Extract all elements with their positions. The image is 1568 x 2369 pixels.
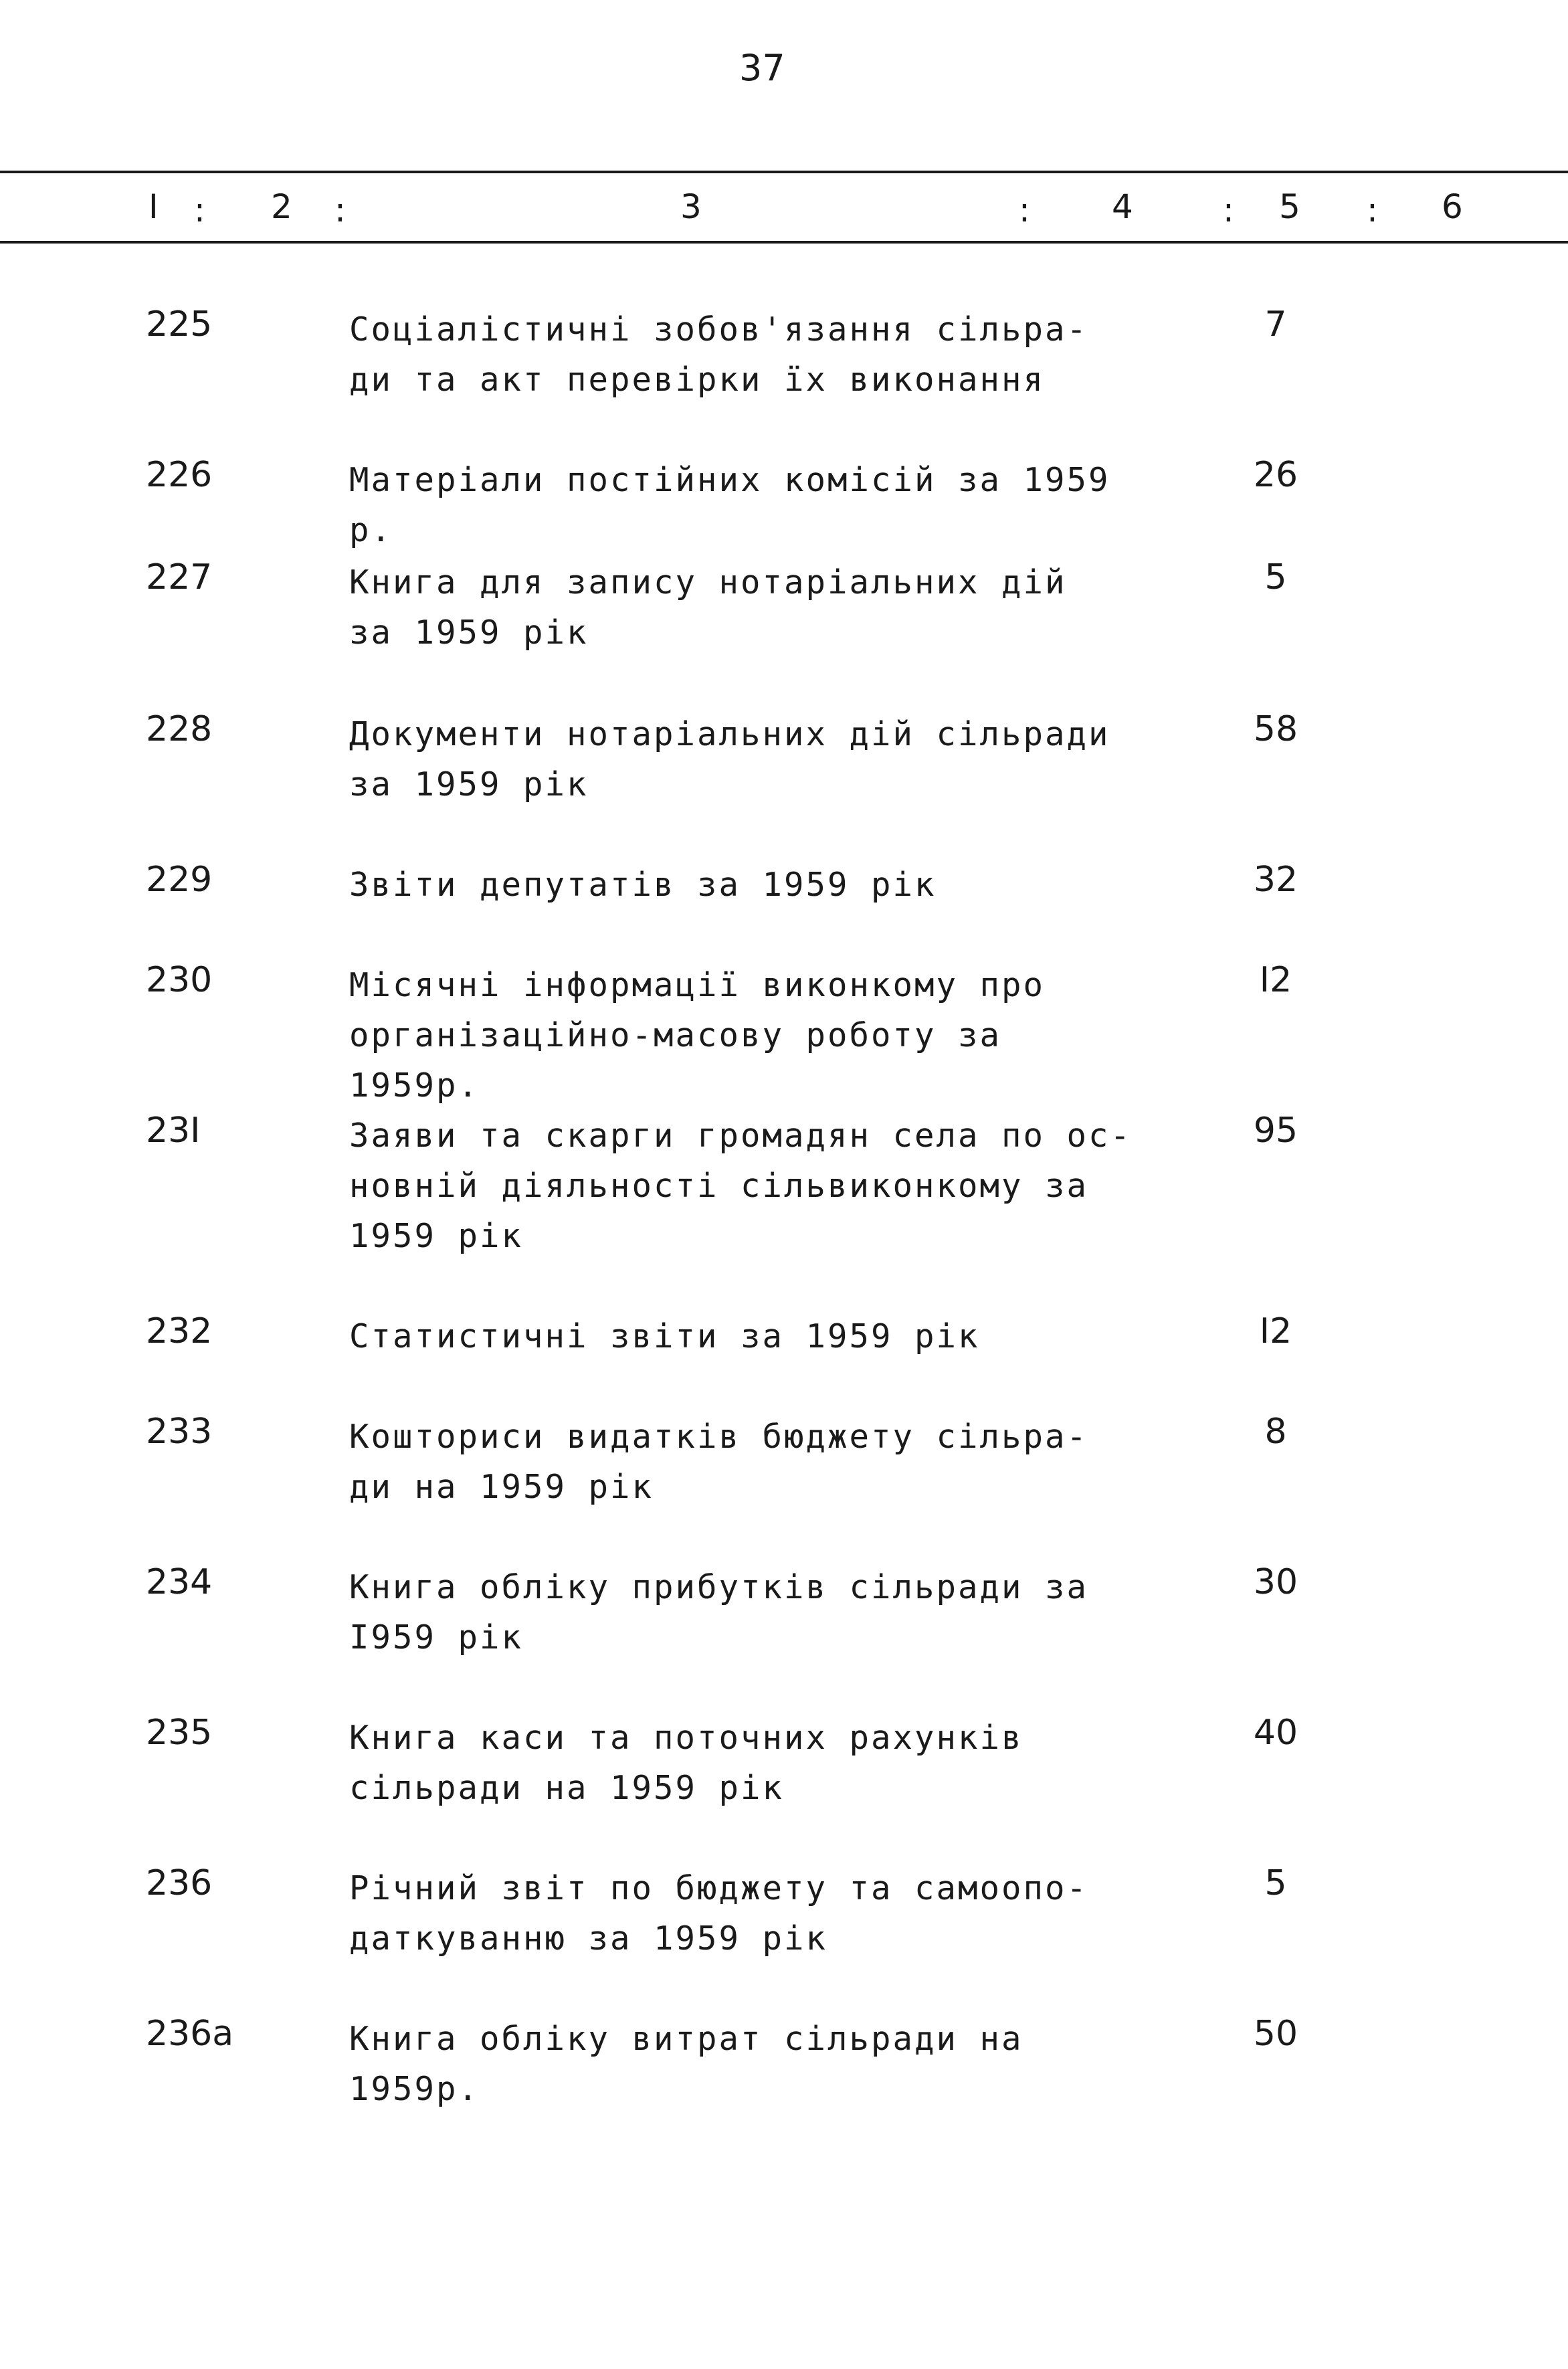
- item-title: Матеріали постійних комісій за 1959 р.: [349, 461, 1110, 549]
- sheet-count: 8: [1264, 1412, 1287, 1452]
- item-number: 232: [146, 1311, 213, 1351]
- item-title: Документи нотаріальних дій сільради за 1959 рік: [349, 715, 1110, 803]
- sheet-count: 30: [1253, 1562, 1298, 1602]
- item-title: Книга обліку витрат сільради на 1959р.: [349, 2020, 1023, 2108]
- column-separator: :: [1019, 191, 1030, 229]
- item-title: Книга для запису нотаріальних дій за 1959 рік: [349, 563, 1067, 652]
- column-header-6: 6: [1442, 187, 1463, 226]
- item-number: 227: [146, 557, 213, 597]
- column-header-2: 2: [271, 187, 292, 226]
- column-header-3: 3: [680, 187, 702, 226]
- sheet-count: 40: [1253, 1713, 1298, 1753]
- item-number: 225: [146, 304, 213, 345]
- column-header-5: 5: [1279, 187, 1300, 226]
- column-separator: :: [194, 191, 205, 229]
- sheet-count: I2: [1259, 960, 1292, 1000]
- item-title: Місячні інформації виконкому про організаційно-масову роботу за 1959р.: [349, 966, 1046, 1105]
- item-title: Звіти депутатів за 1959 рік: [349, 866, 937, 904]
- item-title: Річний звіт по бюджету та самоопо- даткуванню за 1959 рік: [349, 1869, 1089, 1958]
- item-number: 226: [146, 455, 213, 495]
- sheet-count: 5: [1264, 1863, 1287, 1903]
- item-number: 228: [146, 709, 213, 749]
- header-bottom-rule: [0, 241, 1568, 244]
- item-number: 236а: [146, 2014, 234, 2054]
- item-title: Кошториси видатків бюджету сільра- ди на 1959 рік: [349, 1418, 1089, 1506]
- item-title: Соціалістичні зобов'язання сільра- ди та акт перевірки їх виконання: [349, 310, 1089, 399]
- item-number: 233: [146, 1412, 213, 1452]
- item-title: Заяви та скарги громадян села по ос- новній діяльності сільвиконкому за 1959 рік: [349, 1117, 1133, 1255]
- item-number: 23I: [146, 1111, 201, 1151]
- item-title: Статистичні звіти за 1959 рік: [349, 1317, 980, 1355]
- item-number: 234: [146, 1562, 213, 1602]
- sheet-count: I2: [1259, 1311, 1292, 1351]
- sheet-count: 5: [1264, 557, 1287, 597]
- item-number: 229: [146, 860, 213, 900]
- sheet-count: 50: [1253, 2014, 1298, 2054]
- header-top-rule: [0, 171, 1568, 173]
- item-title: Книга каси та поточних рахунків сільради на 1959 рік: [349, 1719, 1023, 1807]
- item-number: 230: [146, 960, 213, 1000]
- sheet-count: 58: [1253, 709, 1298, 749]
- column-header-4: 4: [1112, 187, 1133, 226]
- item-number: 235: [146, 1713, 213, 1753]
- column-separator: :: [1367, 191, 1378, 229]
- sheet-count: 7: [1264, 304, 1287, 345]
- sheet-count: 32: [1253, 860, 1298, 900]
- item-number: 236: [146, 1863, 213, 1903]
- sheet-count: 26: [1253, 455, 1298, 495]
- item-title: Книга обліку прибутків сільради за I959 рік: [349, 1568, 1089, 1656]
- column-header-1: I: [149, 187, 159, 226]
- column-separator: :: [334, 191, 346, 229]
- column-separator: :: [1223, 191, 1234, 229]
- sheet-count: 95: [1253, 1111, 1298, 1151]
- page-number: 37: [739, 47, 785, 89]
